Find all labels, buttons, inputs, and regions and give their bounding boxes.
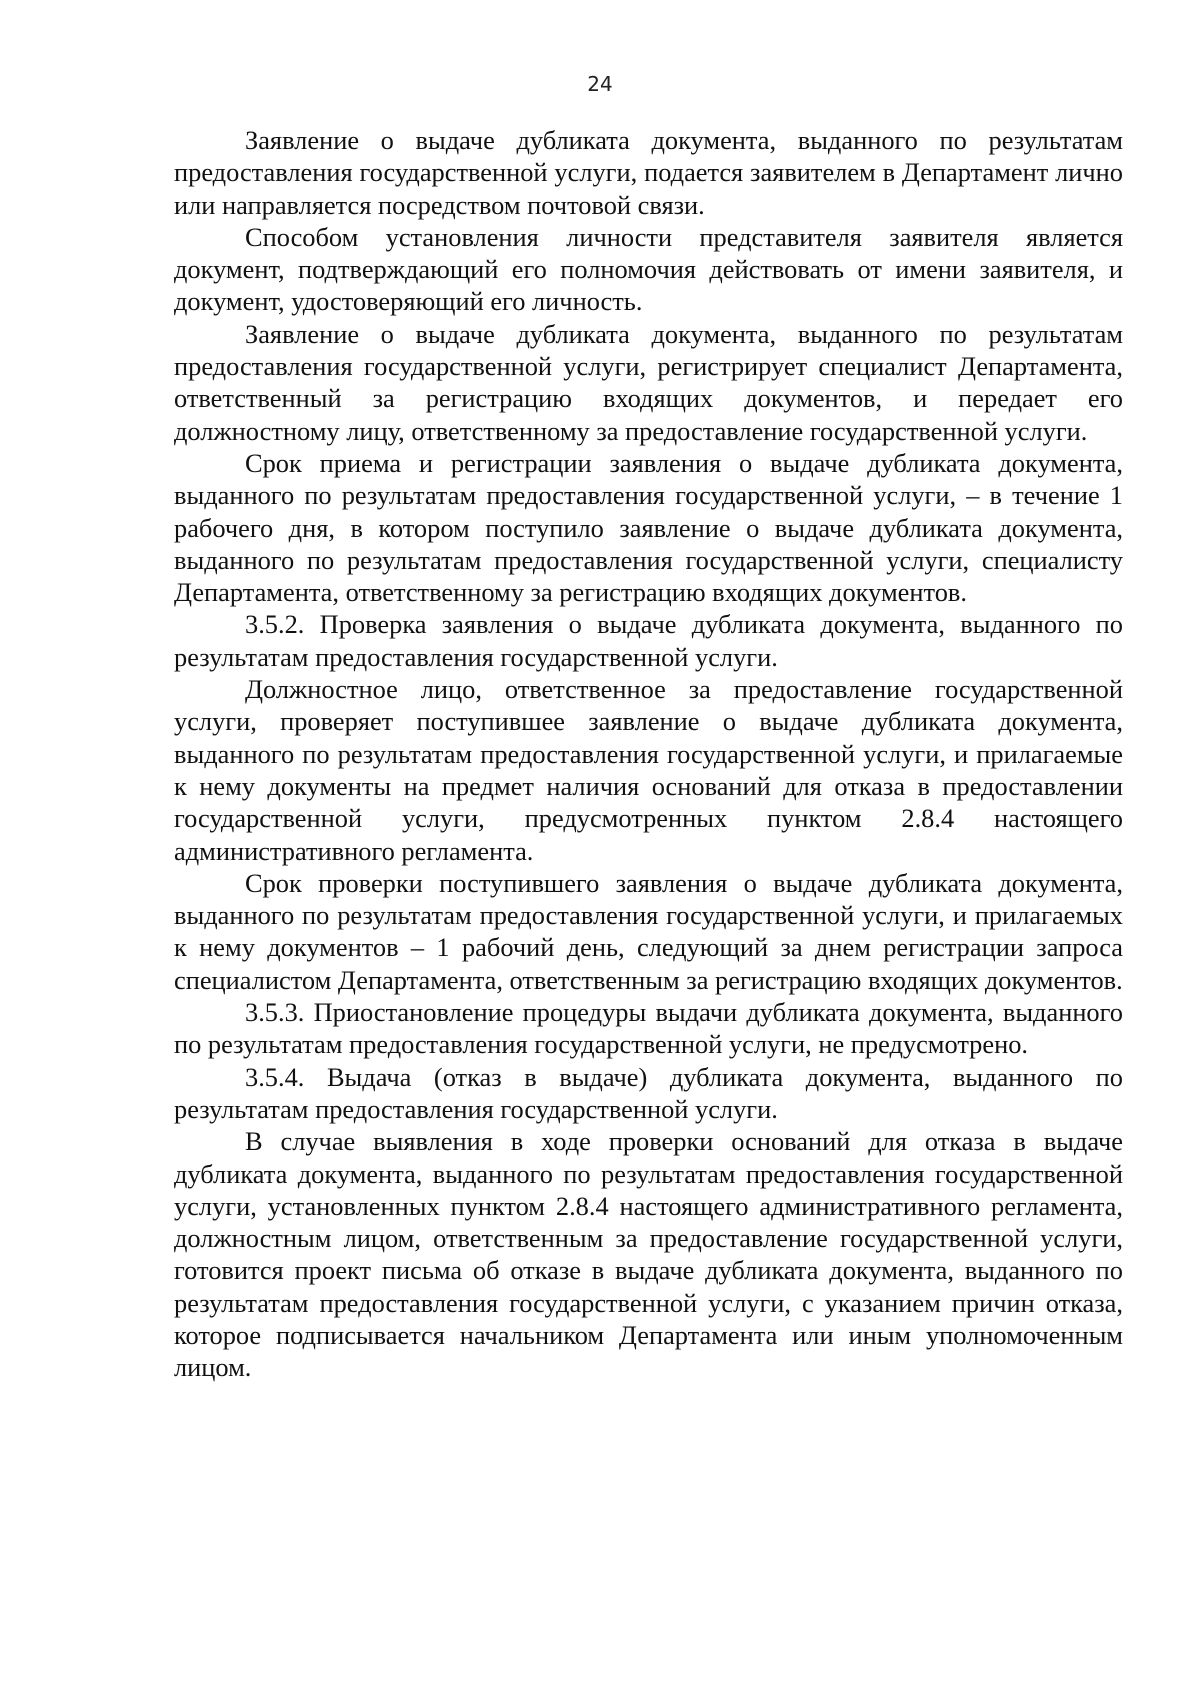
paragraph-section-3-5-3: 3.5.3. Приостановление процедуры выдачи дубликата документа, выданного по результатам предоставления государственной услуги, не предусмотрено. <box>174 997 1123 1060</box>
paragraph-section-3-5-4: 3.5.4. Выдача (отказ в выдаче) дубликата документа, выданного по результатам предоставления государственной услуги. <box>174 1061 1123 1124</box>
page-number: 24 <box>587 72 613 96</box>
paragraph-official-review: Должностное лицо, ответственное за предоставление государственной услуги, проверяет поступившее заявление о выдаче дубликата документа, выданного по результатам предоставления государственной услуги, и прилагаемые к нему документы на предмет наличия оснований для отказа в предоставлении государственной услуги, предусмотренных пунктом 2.8.4 настоящего административного регламента. <box>174 674 1123 866</box>
paragraph-application-registration: Заявление о выдаче дубликата документа, выданного по результатам предоставления государственной услуги, регистрирует специалист Департамента, ответственный за регистрацию входящих документов, и передает его должностному лицу, ответственному за предоставление государственной услуги. <box>174 318 1123 446</box>
paragraph-review-deadline: Срок проверки поступившего заявления о выдаче дубликата документа, выданного по результатам предоставления государственной услуги, и прилагаемых к нему документов – 1 рабочий день, следующий за днем регистрации запроса специалистом Департамента, ответственным за регистрацию входящих документов. <box>174 867 1123 995</box>
document-body <box>174 124 1123 1384</box>
paragraph-refusal-letter: В случае выявления в ходе проверки оснований для отказа в выдаче дубликата документа, выданного по результатам предоставления государственной услуги, установленных пунктом 2.8.4 настоящего административного регламента, должностным лицом, ответственным за предоставление государственной услуги, готовится проект письма об отказе в выдаче дубликата документа, выданного по результатам предоставления государственной услуги, с указанием причин отказа, которое подписывается начальником Департамента или иным уполномоченным лицом. <box>174 1126 1123 1383</box>
paragraph-section-3-5-2: 3.5.2. Проверка заявления о выдаче дубликата документа, выданного по результатам предоставления государственной услуги. <box>174 609 1123 672</box>
paragraph-registration-deadline: Срок приема и регистрации заявления о выдаче дубликата документа, выданного по результатам предоставления государственной услуги, – в течение 1 рабочего дня, в котором поступило заявление о выдаче дубликата документа, выданного по результатам предоставления государственной услуги, специалисту Департамента, ответственному за регистрацию входящих документов. <box>174 447 1123 608</box>
paragraph-representative-identification: Способом установления личности представителя заявителя является документ, подтверждающий его полномочия действовать от имени заявителя, и документ, удостоверяющий его личность. <box>174 221 1123 317</box>
paragraph-duplicate-application-submission: Заявление о выдаче дубликата документа, выданного по результатам предоставления государственной услуги, подается заявителем в Департамент лично или направляется посредством почтовой связи. <box>174 125 1123 220</box>
